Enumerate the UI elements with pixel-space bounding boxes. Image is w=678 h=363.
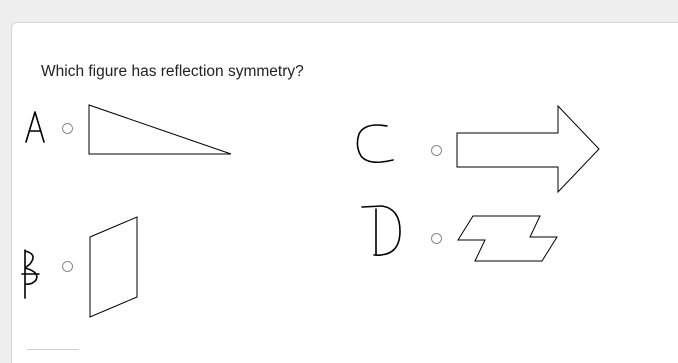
handwritten-letter-b <box>20 248 42 300</box>
option-b-radio[interactable] <box>62 261 73 272</box>
handwritten-letter-a <box>24 110 46 144</box>
question-text: Which figure has reflection symmetry? <box>41 63 304 80</box>
right-triangle-figure <box>88 104 232 156</box>
option-c-radio[interactable] <box>431 145 442 156</box>
option-a-radio[interactable] <box>62 123 73 134</box>
handwritten-letter-c <box>355 122 399 166</box>
bottom-tab-edge <box>27 349 79 353</box>
handwritten-letter-d <box>360 203 406 259</box>
option-d-radio[interactable] <box>431 233 442 244</box>
parallelogram-figure <box>88 215 140 319</box>
arrow-figure <box>456 105 602 195</box>
z-shape-figure <box>456 213 560 265</box>
